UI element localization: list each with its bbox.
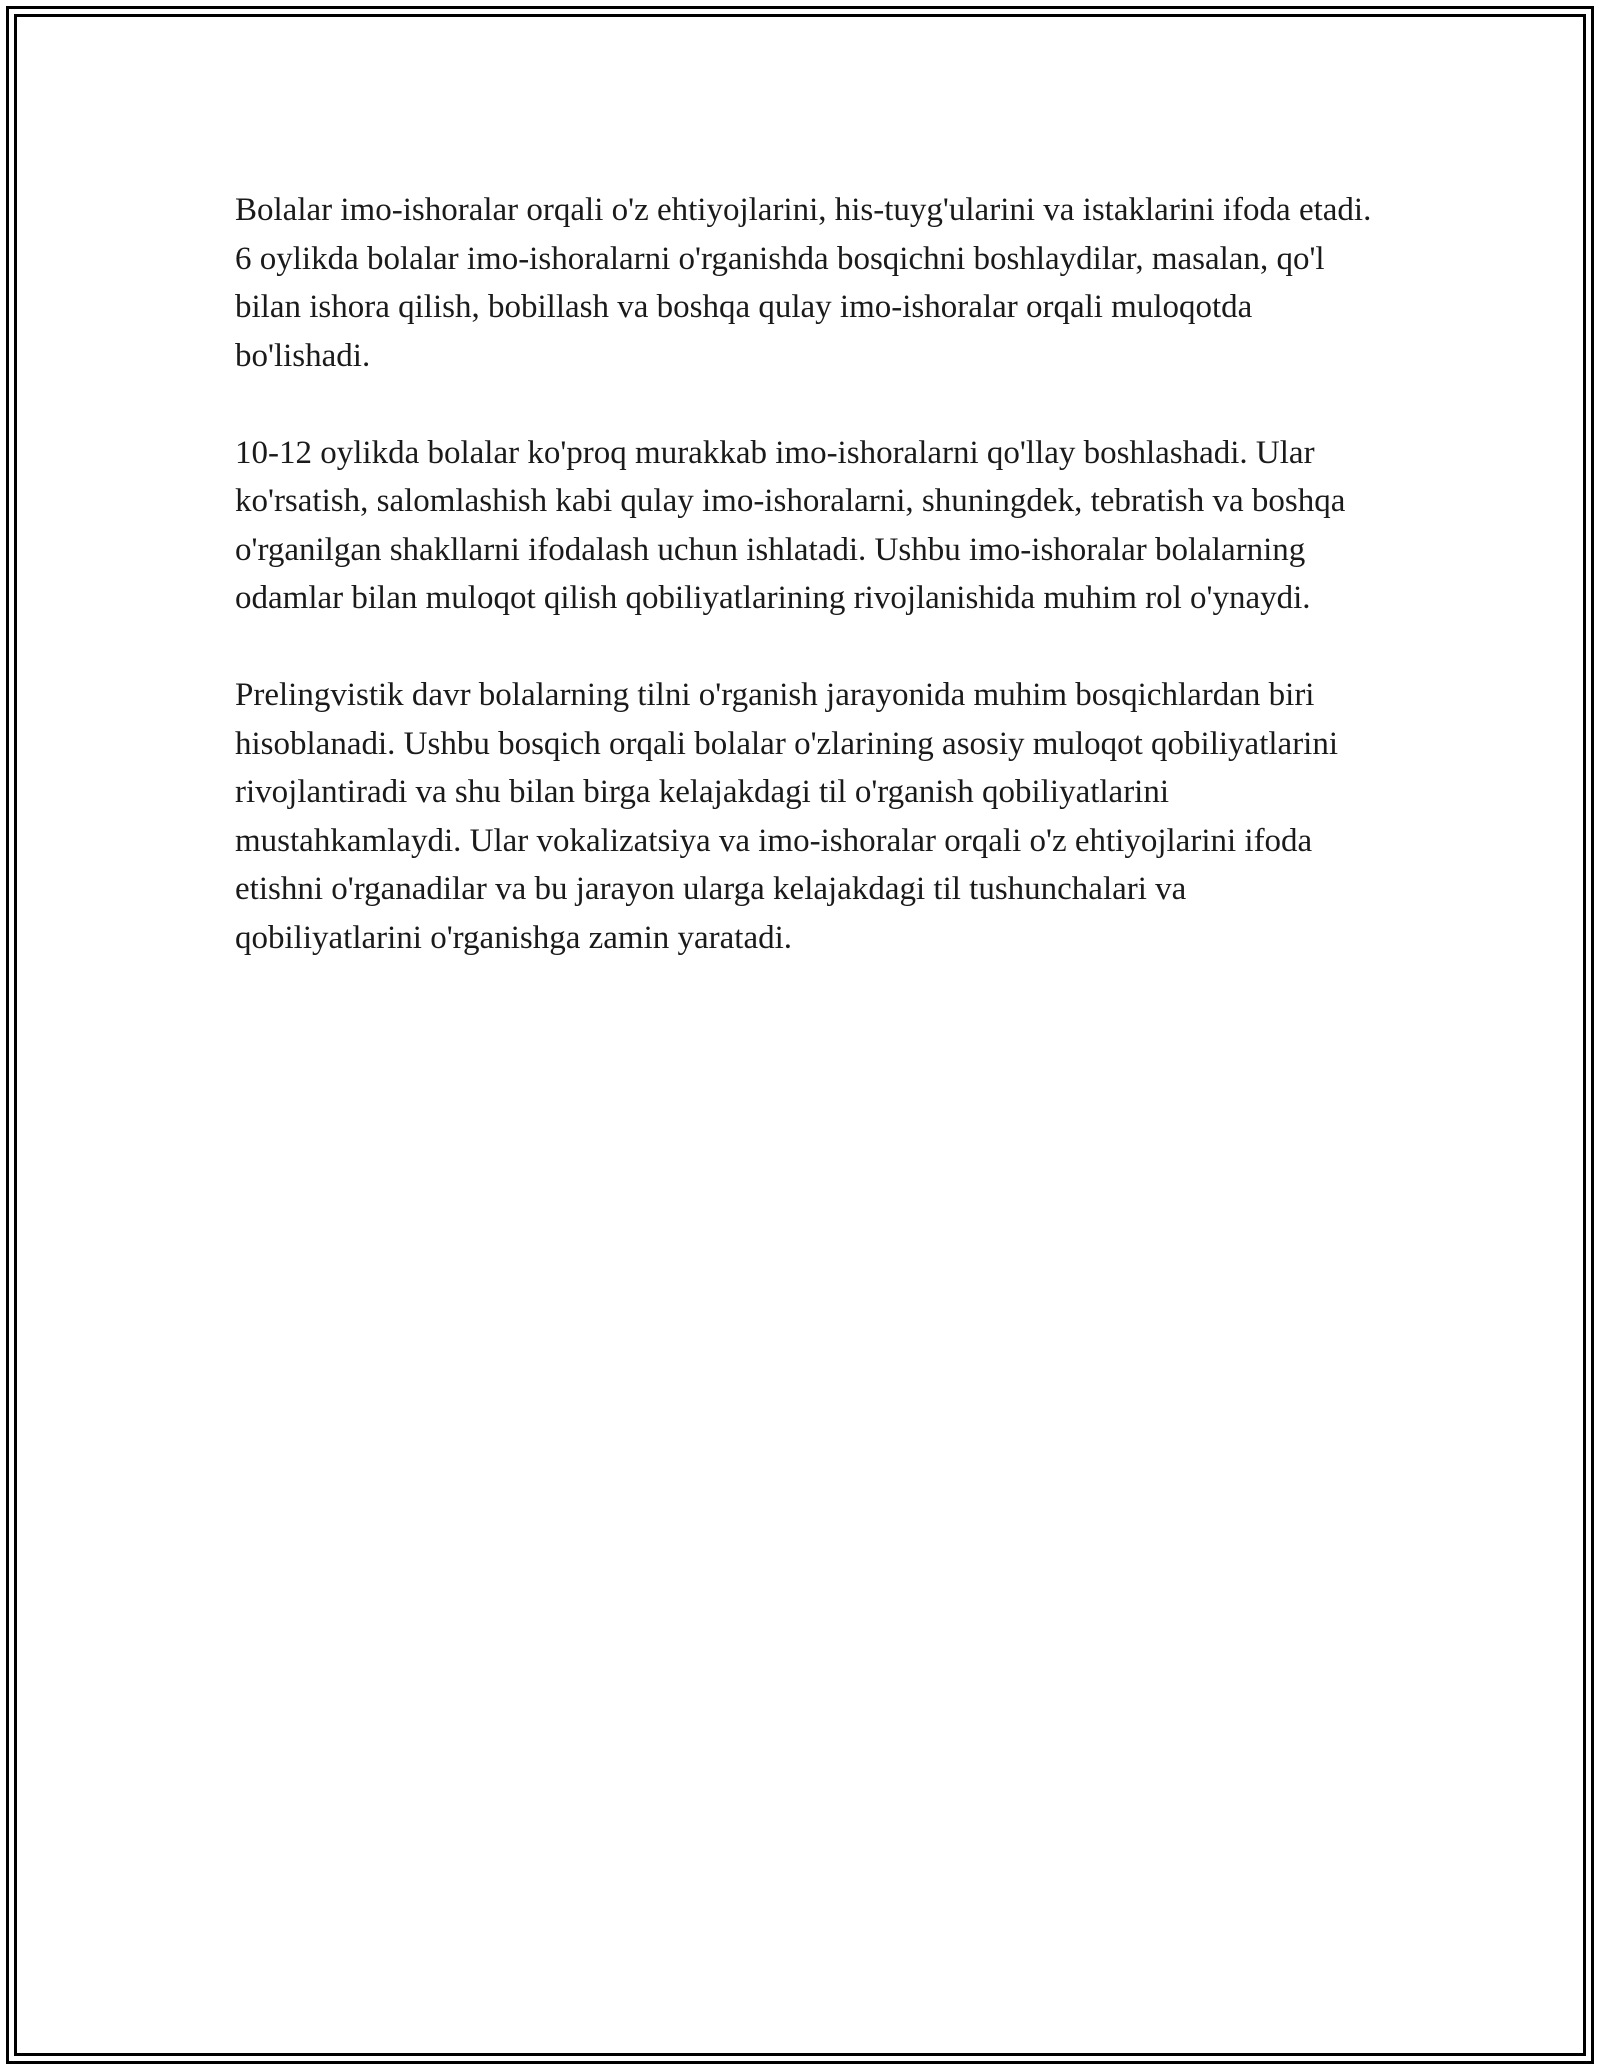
paragraph-2: 10-12 oylikda bolalar ko'proq murakkab imo-ishoralarni qo'llay boshlashadi. Ular ko'rsatish, salomlashish kabi qulay imo-ishoralarni, shuningdek, tebratish va boshqa o'rganilgan shakllarni ifodalash uchun ishlatadi. Ushbu imo-ishoralar bolalarning odamlar bilan muloqot qilish qobiliyatlarining rivojlanishida muhim rol o'ynaydi. [235, 434, 1346, 616]
document-body [235, 186, 1375, 1011]
paragraph-1: Bolalar imo-ishoralar orqali o'z ehtiyojlarini, his-tuyg'ularini va istaklarini ifoda etadi. 6 oylikda bolalar imo-ishoralarni o'rganishda bosqichni boshlaydilar, masalan, qo'l bilan ishora qilish, bobillash va boshqa qulay imo-ishoralar orqali muloqotda bo'lishadi. [235, 192, 1372, 374]
paragraph-3: Prelingvistik davr bolalarning tilni o'rganish jarayonida muhim bosqichlardan biri hisoblanadi. Ushbu bosqich orqali bolalar o'zlarining asosiy muloqot qobiliyatlarini rivojlantiradi va shu bilan birga kelajakdagi til o'rganish qobiliyatlarini mustahkamlaydi. Ular vokalizatsiya va imo-ishoralar orqali o'z ehtiyojlarini ifoda etishni o'rganadilar va bu jarayon ularga kelajakdagi til tushunchalari va qobiliyatlarini o'rganishga zamin yaratadi. [235, 677, 1339, 956]
